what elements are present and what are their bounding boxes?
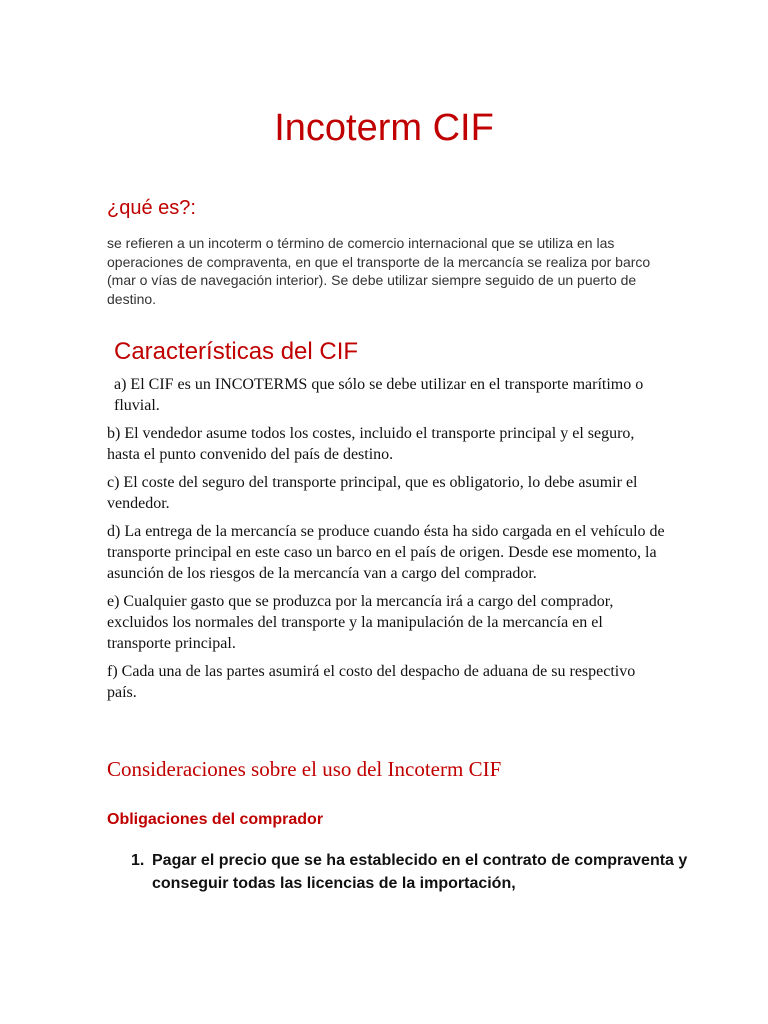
characteristic-item: b) El vendedor asume todos los costes, incluido el transporte principal y el seguro, hasta el punto convenido del país de destino.	[107, 425, 635, 463]
question-heading: ¿qué es?:	[107, 197, 196, 219]
characteristic-item: d) La entrega de la mercancía se produce cuando ésta ha sido cargada en el vehículo de transporte principal en este caso un barco en el país de origen. Desde ese momento, la asunción de los riesgos de la mercancía van a cargo del comprador.	[107, 523, 665, 582]
characteristic-item: e) Cualquier gasto que se produzca por la mercancía irá a cargo del comprador, excluidos los normales del transporte y la manipulación de la mercancía en el transporte principal.	[107, 593, 614, 652]
characteristic-item: a) El CIF es un INCOTERMS que sólo se debe utilizar en el transporte marítimo o fluvial.	[114, 376, 644, 414]
buyer-obligation-item	[131, 849, 691, 895]
intro-paragraph: se refieren a un incoterm o término de comercio internacional que se utiliza en las operaciones de compraventa, en que el transporte de la mercancía se realiza por barco (mar o vías de navegación interior). Se debe utilizar siempre seguido de un puerto de destino.	[107, 235, 651, 307]
buyer-obligations-list	[131, 849, 691, 895]
characteristics-heading: Características del CIF	[114, 338, 359, 365]
considerations-heading: Consideraciones sobre el uso del Incoterm CIF	[107, 757, 502, 781]
buyer-obligations-heading: Obligaciones del comprador	[107, 811, 324, 828]
characteristic-item: f) Cada una de las partes asumirá el costo del despacho de aduana de su respectivo país.	[107, 663, 636, 701]
list-number: 1.	[131, 852, 145, 869]
buyer-obligation-text: Pagar el precio que se ha establecido en el contrato de compraventa y conseguir todas las licencias de la importación,	[152, 852, 688, 892]
characteristic-item: c) El coste del seguro del transporte principal, que es obligatorio, lo debe asumir el vendedor.	[107, 474, 638, 512]
characteristics-list	[107, 374, 667, 710]
page-title: Incoterm CIF	[274, 107, 494, 149]
